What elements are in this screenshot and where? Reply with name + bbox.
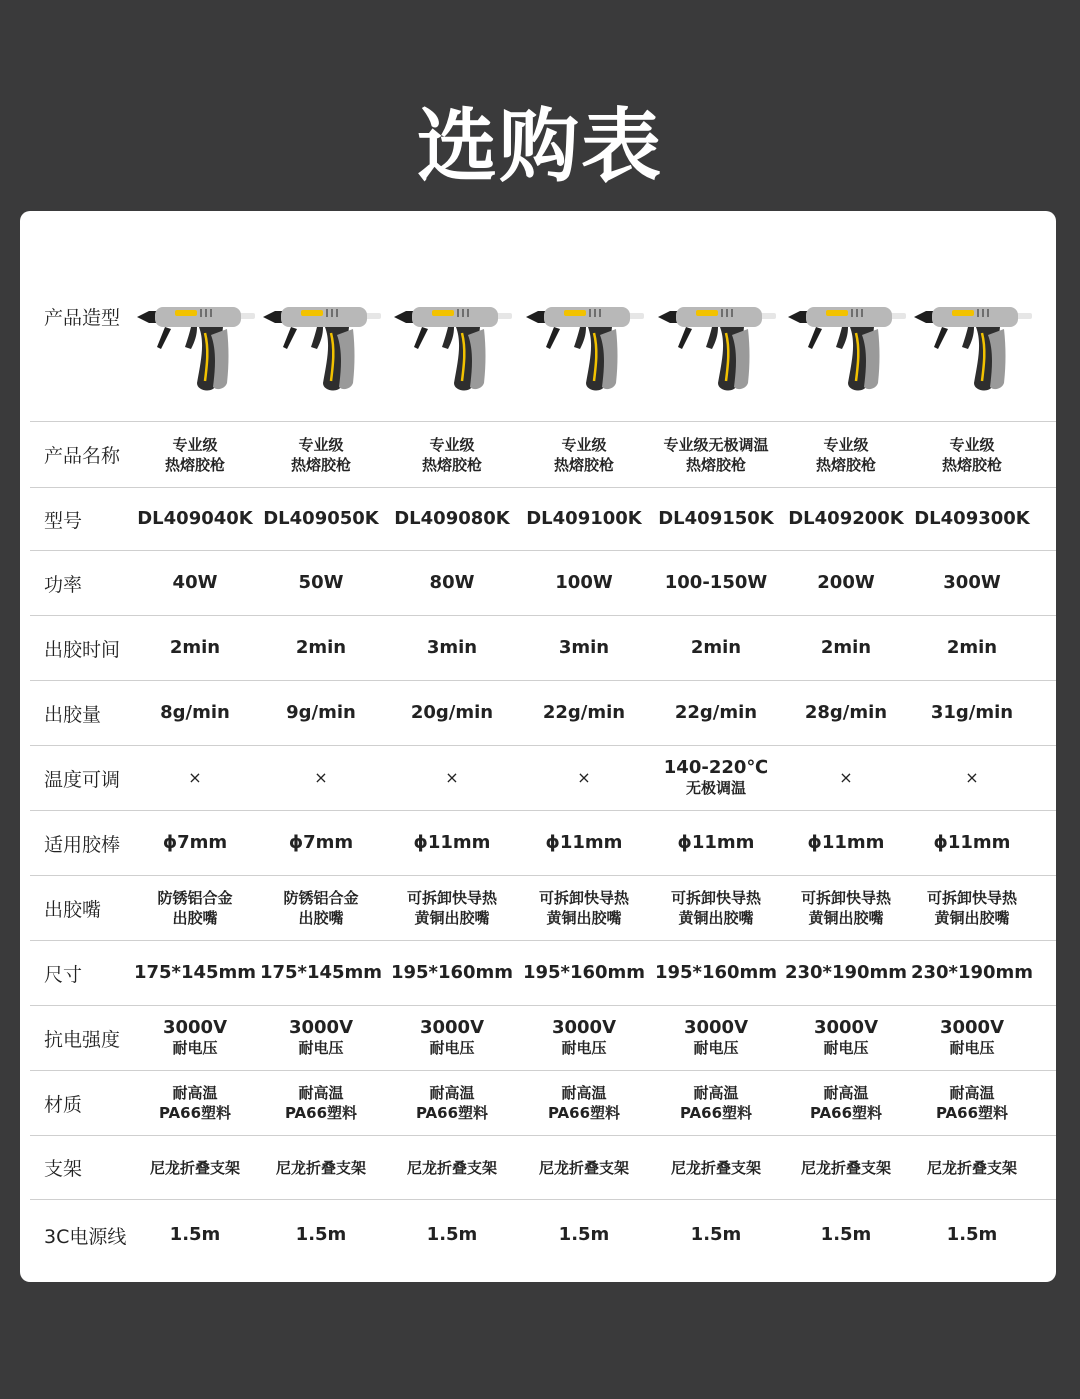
table-cell <box>388 746 516 810</box>
table-cell <box>388 1200 516 1270</box>
table-cell <box>257 551 385 615</box>
table-cell <box>652 616 780 680</box>
cell-text: 耐高温 <box>561 1084 607 1102</box>
cell-text: 100W <box>555 572 613 593</box>
table-cell <box>782 876 910 940</box>
table-cell <box>652 1071 780 1135</box>
glue-gun-image <box>912 299 1032 399</box>
table-cell <box>782 488 910 550</box>
glue-gun-image <box>786 299 906 399</box>
table-cell <box>520 811 648 875</box>
cell-text: 尼龙折叠支架 <box>926 1158 1017 1177</box>
table-cell <box>520 422 648 487</box>
table-cell <box>257 1006 385 1070</box>
table-cell <box>131 488 259 550</box>
glue-gun-image <box>656 299 776 399</box>
table-cell <box>908 941 1036 1005</box>
cell-text: 2min <box>169 637 221 658</box>
row-label: 尺寸 <box>44 963 83 986</box>
cell-text: 热熔胶枪 <box>290 455 351 474</box>
table-cell <box>520 1071 648 1135</box>
table-cell <box>131 616 259 680</box>
cell-text: 175*145mm <box>133 962 257 983</box>
table-cell <box>652 941 780 1005</box>
cell-text: ϕ11mm <box>545 832 623 853</box>
table-cell <box>257 422 385 487</box>
table-cell <box>520 681 648 745</box>
cell-text: DL409050K <box>263 508 379 529</box>
table-row <box>30 746 1056 811</box>
cell-text: 耐电压 <box>172 1039 218 1057</box>
cell-text: 黄铜出胶嘴 <box>808 909 884 927</box>
cell-text: 防锈铝合金 <box>157 889 233 907</box>
row-label: 功率 <box>44 573 83 596</box>
cell-text: 耐电压 <box>823 1039 869 1057</box>
cell-text: × <box>577 768 591 787</box>
cell-text: 22g/min <box>542 702 626 723</box>
table-cell <box>131 1136 259 1199</box>
glue-gun-image <box>524 299 644 399</box>
cell-text: 热熔胶枪 <box>815 455 876 474</box>
cell-text: 1.5m <box>820 1224 872 1245</box>
cell-text: 黄铜出胶嘴 <box>678 909 754 927</box>
table-cell <box>131 1071 259 1135</box>
cell-text: 31g/min <box>930 702 1014 723</box>
cell-text: 195*160mm <box>654 962 778 983</box>
table-cell <box>782 811 910 875</box>
row-label: 出胶时间 <box>44 638 121 661</box>
cell-text: 22g/min <box>674 702 758 723</box>
table-cell <box>257 1071 385 1135</box>
table-cell <box>520 941 648 1005</box>
cell-text: DL409200K <box>788 508 904 529</box>
table-cell <box>257 941 385 1005</box>
cell-text: 出胶嘴 <box>298 909 344 927</box>
cell-text: 耐高温 <box>823 1084 869 1102</box>
table-cell <box>520 1136 648 1199</box>
table-cell <box>131 811 259 875</box>
table-cell <box>782 422 910 487</box>
table-cell <box>908 1006 1036 1070</box>
table-cell <box>908 746 1036 810</box>
row-label: 出胶量 <box>44 703 102 726</box>
cell-text: DL409080K <box>394 508 510 529</box>
table-cell <box>131 422 259 487</box>
cell-text: 耐高温 <box>429 1084 475 1102</box>
cell-text: ϕ11mm <box>933 832 1011 853</box>
cell-text: 3min <box>558 637 610 658</box>
table-row <box>30 941 1056 1006</box>
table-cell <box>652 1136 780 1199</box>
row-label: 产品名称 <box>44 445 121 467</box>
glue-gun-image <box>135 299 255 399</box>
cell-text: 1.5m <box>295 1224 347 1245</box>
cell-text: 可拆卸快导热 <box>800 889 891 907</box>
cell-text: 3000V <box>419 1017 485 1038</box>
row-label: 适用胶棒 <box>44 833 121 856</box>
cell-text: 80W <box>429 572 475 593</box>
cell-text: 耐电压 <box>693 1039 739 1057</box>
cell-text: 热熔胶枪 <box>941 455 1002 474</box>
cell-text: 热熔胶枪 <box>421 455 482 474</box>
cell-text: 耐高温 <box>949 1084 995 1102</box>
table-cell <box>131 1006 259 1070</box>
glue-gun-image <box>392 299 512 399</box>
cell-text: 230*190mm <box>910 962 1034 983</box>
cell-text: 耐电压 <box>949 1039 995 1057</box>
cell-text: 尼龙折叠支架 <box>538 1158 629 1177</box>
table-cell <box>388 811 516 875</box>
cell-text: 3000V <box>683 1017 749 1038</box>
table-cell <box>782 941 910 1005</box>
row-label: 温度可调 <box>44 768 121 791</box>
cell-text: 耐高温 <box>172 1084 218 1102</box>
cell-text: PA66塑料 <box>935 1104 1009 1122</box>
cell-text: ϕ7mm <box>162 832 228 853</box>
cell-text: 耐电压 <box>561 1039 607 1057</box>
table-cell <box>782 1071 910 1135</box>
table-cell <box>388 1006 516 1070</box>
table-cell <box>908 1136 1036 1199</box>
cell-text: 尼龙折叠支架 <box>149 1158 240 1177</box>
cell-text: 出胶嘴 <box>172 909 218 927</box>
cell-text: 1.5m <box>690 1224 742 1245</box>
table-cell <box>388 681 516 745</box>
table-cell <box>520 876 648 940</box>
cell-text: 3000V <box>813 1017 879 1038</box>
cell-text: 40W <box>172 572 218 593</box>
table-cell <box>257 616 385 680</box>
table-cell <box>652 746 780 810</box>
cell-text: 耐电压 <box>298 1039 344 1057</box>
row-label: 支架 <box>44 1158 83 1180</box>
cell-text: PA66塑料 <box>284 1104 358 1122</box>
cell-text: × <box>839 768 853 787</box>
table-cell <box>782 551 910 615</box>
table-cell <box>388 616 516 680</box>
table-row <box>30 551 1056 616</box>
cell-text: 175*145mm <box>259 962 383 983</box>
cell-text: 1.5m <box>169 1224 221 1245</box>
table-row <box>30 876 1056 941</box>
table-row <box>30 1006 1056 1071</box>
page-title: 选购表 <box>417 100 663 193</box>
cell-text: × <box>445 768 459 787</box>
table-row <box>30 1136 1056 1200</box>
table-cell <box>388 422 516 487</box>
cell-text: 尼龙折叠支架 <box>406 1158 497 1177</box>
cell-text: 300W <box>943 572 1001 593</box>
table-cell <box>908 1200 1036 1270</box>
cell-text: 专业级 <box>561 435 607 454</box>
cell-text: 195*160mm <box>390 962 514 983</box>
cell-text: 8g/min <box>160 702 230 723</box>
table-cell <box>131 876 259 940</box>
cell-text: 195*160mm <box>522 962 646 983</box>
cell-text: 热熔胶枪 <box>685 455 746 474</box>
cell-text: 耐高温 <box>693 1084 739 1102</box>
table-cell <box>908 876 1036 940</box>
row-label: 材质 <box>44 1093 83 1116</box>
table-cell <box>908 681 1036 745</box>
table-cell <box>908 488 1036 550</box>
cell-text: 耐高温 <box>298 1084 344 1102</box>
row-label: 产品造型 <box>44 306 121 329</box>
table-row <box>30 422 1056 488</box>
table-cell <box>908 422 1036 487</box>
table-cell <box>782 616 910 680</box>
table-cell <box>520 551 648 615</box>
cell-text: 2min <box>295 637 347 658</box>
cell-text: × <box>314 768 328 787</box>
cell-text: 尼龙折叠支架 <box>275 1158 366 1177</box>
table-cell <box>388 1071 516 1135</box>
table-cell <box>652 1006 780 1070</box>
table-cell <box>652 681 780 745</box>
table-cell <box>782 1136 910 1199</box>
cell-text: 2min <box>946 637 998 658</box>
table-cell <box>257 811 385 875</box>
cell-text: DL409150K <box>658 508 774 529</box>
cell-text: 3000V <box>288 1017 354 1038</box>
table-cell <box>652 876 780 940</box>
table-cell <box>131 1200 259 1270</box>
cell-text: 黄铜出胶嘴 <box>546 909 622 927</box>
table-cell <box>908 551 1036 615</box>
cell-text: 50W <box>298 572 344 593</box>
cell-text: PA66塑料 <box>158 1104 232 1122</box>
table-cell <box>257 488 385 550</box>
table-cell <box>131 681 259 745</box>
table-cell <box>520 1200 648 1270</box>
cell-text: 28g/min <box>804 702 888 723</box>
cell-text: 100-150W <box>664 572 768 593</box>
table-cell <box>908 616 1036 680</box>
cell-text: 140-220℃ <box>663 757 769 778</box>
comparison-table <box>20 211 1056 1282</box>
cell-text: 1.5m <box>426 1224 478 1245</box>
cell-text: ϕ7mm <box>288 832 354 853</box>
cell-text: 3000V <box>162 1017 228 1038</box>
row-label: 出胶嘴 <box>44 898 102 921</box>
cell-text: 防锈铝合金 <box>283 889 359 907</box>
row-label: 3C电源线 <box>44 1225 127 1248</box>
cell-text: 3000V <box>551 1017 617 1038</box>
cell-text: DL409300K <box>914 508 1030 529</box>
table-cell <box>782 746 910 810</box>
cell-text: PA66塑料 <box>415 1104 489 1122</box>
table-cell <box>131 746 259 810</box>
cell-text: 热熔胶枪 <box>553 455 614 474</box>
table-row <box>30 811 1056 876</box>
table-cell <box>388 551 516 615</box>
table-cell <box>257 681 385 745</box>
glue-gun-image <box>261 299 381 399</box>
cell-text: 2min <box>820 637 872 658</box>
table-cell <box>520 746 648 810</box>
cell-text: 20g/min <box>410 702 494 723</box>
table-cell <box>652 422 780 487</box>
cell-text: 可拆卸快导热 <box>670 889 761 907</box>
table-cell <box>908 811 1036 875</box>
image-row <box>30 211 1056 422</box>
row-label: 型号 <box>44 509 83 532</box>
cell-text: PA66塑料 <box>679 1104 753 1122</box>
row-label: 抗电强度 <box>44 1028 121 1051</box>
cell-text: 热熔胶枪 <box>164 455 225 474</box>
cell-text: 可拆卸快导热 <box>406 889 497 907</box>
table-cell <box>908 1071 1036 1135</box>
cell-text: DL409040K <box>137 508 253 529</box>
cell-text: 3min <box>426 637 478 658</box>
cell-text: 可拆卸快导热 <box>926 889 1017 907</box>
cell-text: 专业级 <box>823 435 869 454</box>
cell-text: PA66塑料 <box>809 1104 883 1122</box>
table-cell <box>388 876 516 940</box>
table-cell <box>131 551 259 615</box>
cell-text: 尼龙折叠支架 <box>670 1158 761 1177</box>
cell-text: ϕ11mm <box>807 832 885 853</box>
table-row <box>30 1071 1056 1136</box>
table-row <box>30 616 1056 681</box>
table-cell <box>782 681 910 745</box>
cell-text: ϕ11mm <box>413 832 491 853</box>
table-cell <box>520 488 648 550</box>
cell-text: ϕ11mm <box>677 832 755 853</box>
table-cell <box>131 941 259 1005</box>
table-cell <box>388 941 516 1005</box>
table-row <box>30 681 1056 746</box>
cell-text: 1.5m <box>558 1224 610 1245</box>
table-cell <box>520 616 648 680</box>
cell-text: 耐电压 <box>429 1039 475 1057</box>
cell-text: 可拆卸快导热 <box>538 889 629 907</box>
cell-text: 黄铜出胶嘴 <box>414 909 490 927</box>
cell-text: 黄铜出胶嘴 <box>934 909 1010 927</box>
cell-text: 专业级 <box>298 435 344 454</box>
table-cell <box>257 876 385 940</box>
table-cell <box>652 551 780 615</box>
cell-text: 尼龙折叠支架 <box>800 1158 891 1177</box>
cell-text: 9g/min <box>286 702 356 723</box>
cell-text: 专业级无极调温 <box>663 435 769 454</box>
cell-text: 230*190mm <box>784 962 908 983</box>
table-cell <box>782 1200 910 1270</box>
cell-text: 专业级 <box>172 435 218 454</box>
cell-text: PA66塑料 <box>547 1104 621 1122</box>
table-cell <box>652 1200 780 1270</box>
cell-text: × <box>188 768 202 787</box>
table-cell <box>257 746 385 810</box>
cell-text: 3000V <box>939 1017 1005 1038</box>
table-cell <box>782 1006 910 1070</box>
table-cell <box>388 1136 516 1199</box>
table-cell <box>257 1136 385 1199</box>
cell-text: 无极调温 <box>685 779 746 797</box>
cell-text: 2min <box>690 637 742 658</box>
table-cell <box>652 488 780 550</box>
cell-text: DL409100K <box>526 508 642 529</box>
cell-text: × <box>965 768 979 787</box>
cell-text: 1.5m <box>946 1224 998 1245</box>
table-row <box>30 1200 1056 1270</box>
table-cell <box>257 1200 385 1270</box>
cell-text: 专业级 <box>949 435 995 454</box>
table-cell <box>652 811 780 875</box>
table-cell <box>520 1006 648 1070</box>
cell-text: 200W <box>817 572 875 593</box>
table-cell <box>388 488 516 550</box>
table-row <box>30 488 1056 551</box>
cell-text: 专业级 <box>429 435 475 454</box>
